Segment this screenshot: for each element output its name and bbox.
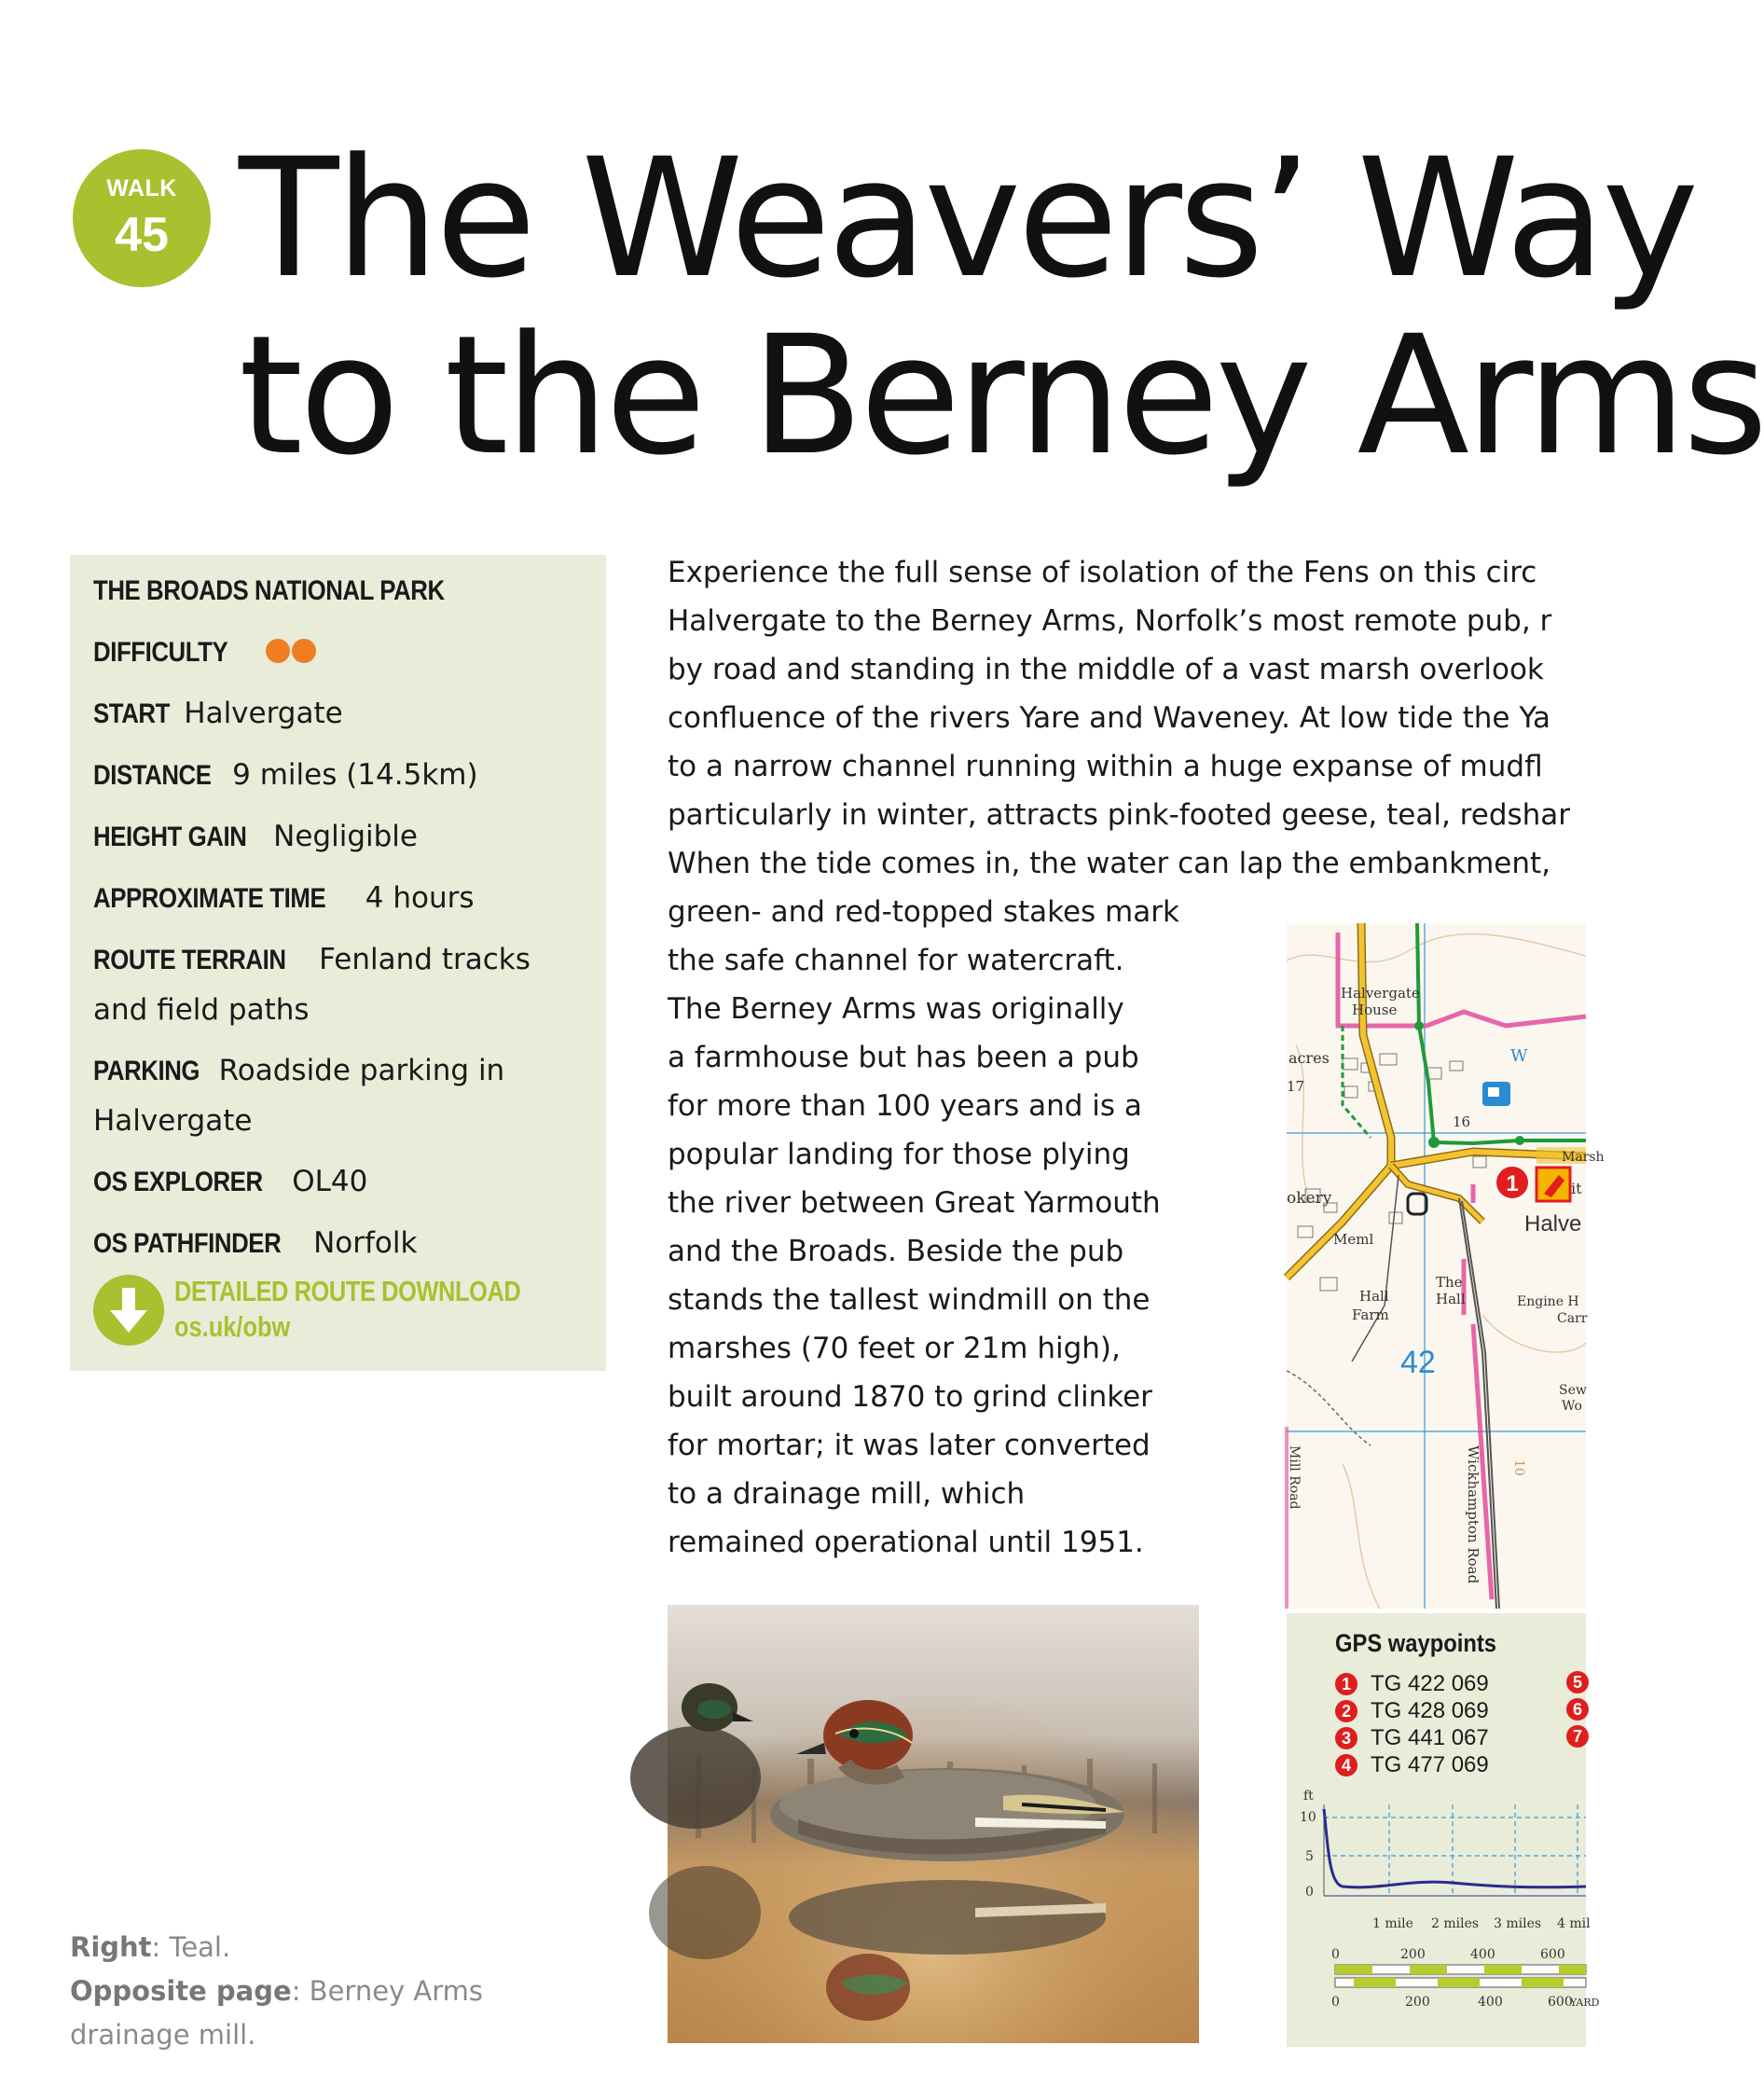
scale-tick: 400 [1470, 1947, 1495, 1962]
profile-x-tick: 4 mil [1557, 1916, 1591, 1931]
map-label-meml: Meml [1333, 1231, 1374, 1248]
map-label-farm: Farm [1352, 1306, 1389, 1323]
title-line-1: The Weavers’ Way [239, 123, 1696, 314]
terrain-value: Fenland tracks [319, 943, 531, 977]
teal-photo [668, 1605, 1199, 2043]
column-line: and the Broads. Beside the pub [668, 1235, 1124, 1268]
column-line: built around 1870 to grind clinker [668, 1380, 1152, 1414]
waypoint-ref: TG 428 069 [1371, 1698, 1489, 1723]
caption-right-label: Right [70, 1931, 152, 1963]
difficulty-dot-icon [266, 639, 290, 663]
profile-y-tick: 5 [1305, 1849, 1314, 1864]
scale-tick: 200 [1400, 1947, 1426, 1962]
column-line: green- and red-topped stakes mark [668, 895, 1179, 929]
map-label-marsh: Marsh [1562, 1150, 1605, 1165]
waypoint-row-right [1566, 1725, 1594, 1753]
waypoint-ref: TG 441 067 [1371, 1725, 1489, 1750]
gps-title: GPS waypoints [1335, 1629, 1496, 1657]
start-label: START [93, 698, 170, 730]
column-line: The Berney Arms was originally [668, 992, 1124, 1026]
caption-right-text: : Teal. [151, 1931, 231, 1963]
map-label-halvergate: Halve [1524, 1211, 1582, 1237]
waypoint-row [1335, 1752, 1489, 1780]
intro-line: When the tide comes in, the water can lap the embankment, [668, 847, 1551, 880]
download-link[interactable]: os.uk/obw [174, 1310, 291, 1343]
map-label-the-hall: Hall [1436, 1291, 1466, 1307]
pathfinder-row [93, 1218, 606, 1268]
teal-duck-illustration [668, 1605, 1199, 2043]
page-title [239, 123, 1764, 491]
intro-line: Experience the full sense of isolation of the Fens on this circ [668, 556, 1537, 589]
elevation-profile [1287, 1786, 1600, 2047]
height-value: Negligible [273, 820, 418, 854]
caption-line-opposite [70, 1970, 592, 2013]
profile-y-tick: 10 [1300, 1810, 1316, 1825]
map-label-engine: Engine H [1517, 1294, 1579, 1309]
intro-line: confluence of the rivers Yare and Waveney. At low tide the Ya [668, 701, 1550, 735]
scale-tick: 200 [1405, 1995, 1430, 2010]
map-waypoint-1: 1 [1506, 1171, 1519, 1196]
column-line: popular landing for those plying [668, 1138, 1130, 1171]
walk-info-box [70, 555, 606, 1371]
map-label-it: it [1571, 1180, 1582, 1197]
column-line: remained operational until 1951. [668, 1526, 1144, 1559]
walk-badge [73, 149, 211, 287]
profile-x-tick: 2 miles [1431, 1916, 1480, 1931]
column-line: the river between Great Yarmouth [668, 1186, 1161, 1220]
map-grid-42: 42 [1400, 1345, 1436, 1380]
waypoint-row [1335, 1725, 1489, 1753]
map-label-wickhampton-road: Wickhampton Road [1465, 1445, 1481, 1584]
profile-unit: ft [1303, 1789, 1314, 1804]
time-label: APPROXIMATE TIME [93, 883, 326, 915]
intro-line: by road and standing in the middle of a vast marsh overlook [668, 653, 1544, 686]
column-line: to a drainage mill, which [668, 1477, 1026, 1511]
walk-number: 45 [115, 208, 169, 262]
waypoint-number: 3 [1335, 1727, 1357, 1749]
waypoint-number: 7 [1566, 1725, 1589, 1748]
column-paragraph [668, 888, 1227, 1567]
height-row [93, 811, 606, 862]
park-name: THE BROADS NATIONAL PARK [93, 575, 445, 606]
explorer-label: OS EXPLORER [93, 1167, 263, 1198]
waypoint-number: 4 [1335, 1754, 1357, 1776]
map-canvas [1287, 923, 1605, 1609]
park-row [93, 565, 606, 615]
walk-label: WALK [106, 175, 177, 201]
map-label-w: W [1510, 1046, 1528, 1066]
caption-opposite-label: Opposite page [70, 1975, 292, 2007]
time-value: 4 hours [365, 881, 475, 916]
photo-caption [70, 1926, 592, 2057]
column-line: the safe channel for watercraft. [668, 944, 1124, 977]
parking-row [93, 1045, 606, 1145]
waypoint-number: 6 [1566, 1698, 1589, 1721]
waypoint-row-right [1566, 1671, 1594, 1699]
terrain-row [93, 934, 606, 1034]
profile-x-tick: 1 mile [1372, 1916, 1413, 1931]
difficulty-dot-icon [292, 639, 316, 663]
scale-tick: 0 [1331, 1947, 1340, 1962]
route-download[interactable] [93, 1273, 578, 1348]
distance-row [93, 750, 606, 800]
explorer-row [93, 1156, 606, 1207]
difficulty-rating [266, 629, 318, 677]
map-label-contour-10: 10 [1511, 1459, 1526, 1476]
map-label-mill-road: Mill Road [1287, 1445, 1302, 1510]
scale-tick: 600 [1548, 1995, 1573, 2010]
scale-unit: YARD [1570, 1997, 1600, 2009]
caption-opposite-text-2: drainage mill. [70, 2019, 256, 2051]
waypoint-row [1335, 1698, 1489, 1726]
waypoint-number: 1 [1335, 1673, 1357, 1695]
time-row [93, 873, 606, 923]
map-label-acres: acres [1289, 1049, 1330, 1067]
intro-paragraph [668, 548, 1586, 888]
profile-x-tick: 3 miles [1494, 1916, 1542, 1931]
gps-waypoints-panel [1287, 1613, 1600, 2047]
column-line: for more than 100 years and is a [668, 1089, 1142, 1123]
route-map [1287, 923, 1605, 1609]
map-label-sew: Sew [1559, 1383, 1587, 1398]
column-line: for mortar; it was later converted [668, 1429, 1151, 1462]
map-label-17: 17 [1287, 1078, 1305, 1095]
column-line: marshes (70 feet or 21m high), [668, 1332, 1121, 1365]
profile-y-tick: 0 [1305, 1885, 1314, 1900]
parking-value: Roadside parking in [218, 1054, 505, 1088]
download-arrow-icon[interactable] [93, 1275, 164, 1346]
parking-value-2: Halvergate [93, 1104, 253, 1139]
map-label-16: 16 [1453, 1113, 1471, 1130]
start-row [93, 688, 606, 739]
scale-tick: 0 [1331, 1995, 1340, 2010]
pathfinder-value: Norfolk [313, 1226, 418, 1261]
map-label-hall: Hall [1359, 1288, 1389, 1305]
intro-line: particularly in winter, attracts pink-footed geese, teal, redshar [668, 798, 1571, 832]
caption-line-right [70, 1926, 592, 1970]
intro-line: Halvergate to the Berney Arms, Norfolk’s most remote pub, r [668, 604, 1552, 638]
height-label: HEIGHT GAIN [93, 822, 247, 853]
download-title: DETAILED ROUTE DOWNLOAD [174, 1275, 521, 1307]
waypoint-ref: TG 477 069 [1371, 1752, 1489, 1777]
title-line-2: to the Berney Arms [239, 300, 1764, 491]
map-label-carr: Carr [1557, 1311, 1588, 1326]
waypoint-ref: TG 422 069 [1371, 1671, 1489, 1696]
distance-label: DISTANCE [93, 760, 212, 792]
difficulty-row [93, 627, 606, 677]
waypoint-row [1335, 1671, 1489, 1699]
explorer-value: OL40 [292, 1165, 368, 1199]
map-label-wo: Wo [1562, 1399, 1582, 1414]
intro-line: to a narrow channel running within a huge expanse of mudfl [668, 750, 1543, 783]
caption-opposite-text: : Berney Arms [291, 1975, 484, 2007]
distance-value: 9 miles (14.5km) [232, 758, 478, 793]
terrain-value-2: and field paths [93, 993, 310, 1028]
start-value: Halvergate [184, 697, 343, 731]
difficulty-label: DIFFICULTY [93, 637, 228, 668]
scale-tick: 600 [1540, 1947, 1565, 1962]
waypoint-number: 2 [1335, 1700, 1357, 1722]
map-label-house: House [1352, 1002, 1398, 1018]
waypoint-row-right [1566, 1698, 1594, 1726]
column-line: a farmhouse but has been a pub [668, 1041, 1139, 1074]
map-label-okery: okery [1287, 1189, 1332, 1208]
map-label-halvergate-house: Halvergate [1341, 985, 1420, 1002]
column-line: stands the tallest windmill on the [668, 1283, 1151, 1317]
parking-label: PARKING [93, 1056, 200, 1087]
pathfinder-label: OS PATHFINDER [93, 1228, 282, 1260]
waypoint-number: 5 [1566, 1671, 1589, 1693]
map-label-the: The [1436, 1274, 1463, 1291]
terrain-label: ROUTE TERRAIN [93, 945, 286, 976]
scale-tick: 400 [1478, 1995, 1503, 2010]
